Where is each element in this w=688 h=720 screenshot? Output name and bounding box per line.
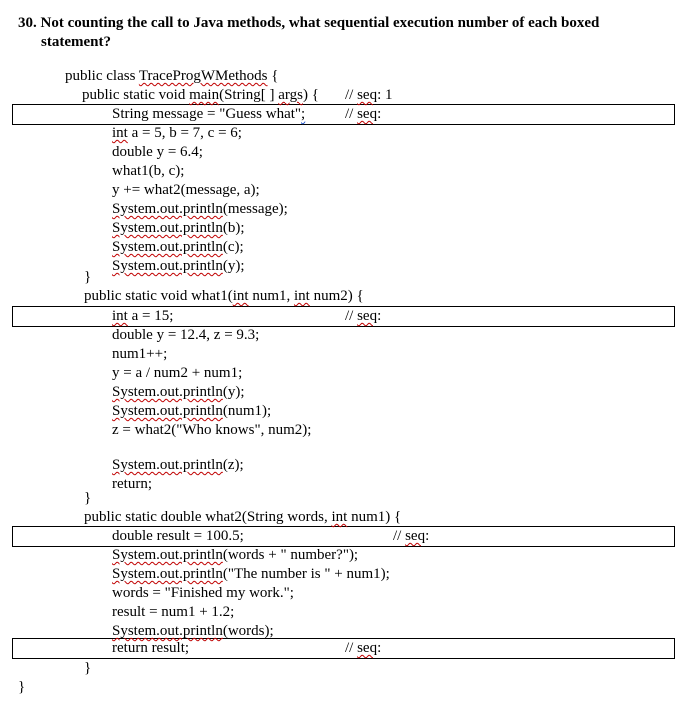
code-main-line-1: String message = "Guess what";: [112, 106, 306, 122]
question-number: 30.: [18, 15, 37, 31]
code-what2-line-5: result = num1 + 1.2;: [112, 604, 235, 620]
code-main-line-9: System.out.println(y);: [112, 258, 245, 274]
code-what2-line-3: System.out.println("The number is " + num1);: [112, 566, 390, 582]
code-main-seq-comment: // seq: 1: [345, 87, 393, 103]
code-what2-signature: public static double what2(String words, int num1) {: [84, 509, 402, 525]
code-what1-line-1: int a = 15;: [112, 308, 174, 324]
seq-blank-3: // seq:: [393, 528, 430, 544]
code-what1-line-9: return;: [112, 476, 152, 492]
code-what1-line-4: y = a / num2 + num1;: [112, 365, 243, 381]
code-what1-line-2: double y = 12.4, z = 9.3;: [112, 327, 260, 343]
code-main-line-5: y += what2(message, a);: [112, 182, 260, 198]
code-what2-line-4: words = "Finished my work.";: [112, 585, 294, 601]
code-main-line-4: what1(b, c);: [112, 163, 185, 179]
code-what1-line-5: System.out.println(y);: [112, 384, 245, 400]
code-what2-line-1: double result = 100.5;: [112, 528, 244, 544]
code-main-close-brace: }: [84, 269, 92, 285]
code-what2-line-2: System.out.println(words + " number?");: [112, 547, 359, 563]
code-what1-close-brace: }: [84, 490, 92, 506]
code-what2-line-6: System.out.println(words);: [112, 623, 274, 639]
code-main-line-2: int a = 5, b = 7, c = 6;: [112, 125, 242, 141]
code-class-declaration: public class TraceProgWMethods {: [65, 68, 279, 84]
question-text-1: Not counting the call to Java methods, what sequential execution number of each boxed: [40, 15, 600, 31]
code-what1-signature: public static void what1(int num1, int num2) {: [84, 288, 364, 304]
code-what2-line-7: return result;: [112, 640, 190, 656]
code-main-line-8: System.out.println(c);: [112, 239, 244, 255]
seq-blank-1: // seq:: [345, 106, 382, 122]
code-class-close-brace: }: [18, 679, 26, 695]
code-main-line-3: double y = 6.4;: [112, 144, 203, 160]
question-line-1: [18, 14, 599, 33]
code-main-signature: public static void main(String[ ] args) {: [82, 87, 319, 103]
code-what1-line-7: z = what2("Who knows", num2);: [112, 422, 312, 438]
code-what1-line-8: System.out.println(z);: [112, 457, 244, 473]
code-main-line-6: System.out.println(message);: [112, 201, 288, 217]
code-what1-line-3: num1++;: [112, 346, 168, 362]
question-text-2: statement?: [41, 34, 111, 50]
code-main-line-7: System.out.println(b);: [112, 220, 245, 236]
seq-blank-4: // seq:: [345, 640, 382, 656]
code-what1-line-6: System.out.println(num1);: [112, 403, 272, 419]
code-what2-close-brace: }: [84, 660, 92, 676]
seq-blank-2: // seq:: [345, 308, 382, 324]
